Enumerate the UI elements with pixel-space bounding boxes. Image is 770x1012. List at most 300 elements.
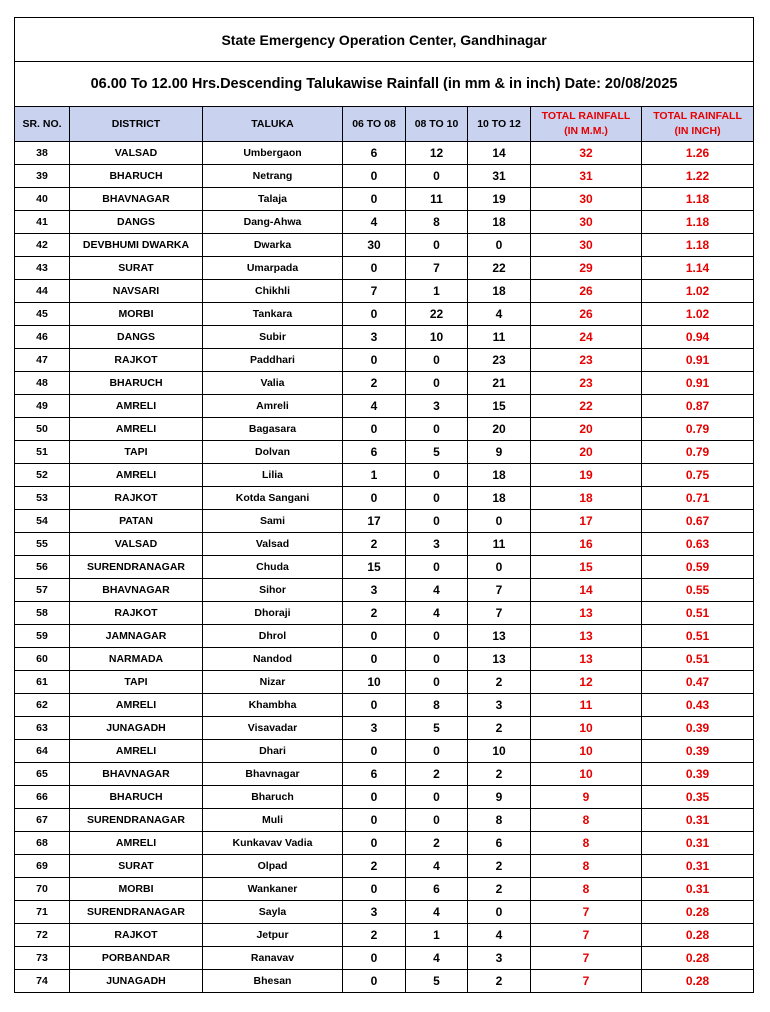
- slot-06-08-cell: 2: [343, 533, 406, 556]
- taluka-cell: Olpad: [203, 855, 343, 878]
- district-cell: BHARUCH: [70, 786, 203, 809]
- sr-no-cell: 39: [15, 165, 70, 188]
- taluka-cell: Dang-Ahwa: [203, 211, 343, 234]
- slot-06-08-cell: 0: [343, 878, 406, 901]
- total-inch-cell: 0.43: [642, 694, 754, 717]
- slot-08-10-cell: 0: [406, 671, 468, 694]
- district-cell: AMRELI: [70, 740, 203, 763]
- district-cell: VALSAD: [70, 142, 203, 165]
- total-mm-cell: 13: [531, 625, 642, 648]
- total-inch-cell: 0.47: [642, 671, 754, 694]
- slot-06-08-cell: 10: [343, 671, 406, 694]
- total-inch-cell: 0.87: [642, 395, 754, 418]
- slot-06-08-cell: 2: [343, 855, 406, 878]
- total-inch-cell: 1.26: [642, 142, 754, 165]
- total-mm-cell: 10: [531, 717, 642, 740]
- slot-08-10-cell: 0: [406, 510, 468, 533]
- total-mm-cell: 11: [531, 694, 642, 717]
- taluka-cell: Talaja: [203, 188, 343, 211]
- slot-08-10-cell: 0: [406, 740, 468, 763]
- table-row: [15, 142, 754, 165]
- sr-no-cell: 66: [15, 786, 70, 809]
- taluka-cell: Muli: [203, 809, 343, 832]
- table-row: [15, 901, 754, 924]
- taluka-cell: Bhesan: [203, 970, 343, 993]
- slot-06-08-cell: 3: [343, 326, 406, 349]
- district-cell: PORBANDAR: [70, 947, 203, 970]
- total-inch-cell: 0.51: [642, 625, 754, 648]
- total-inch-cell: 0.59: [642, 556, 754, 579]
- district-cell: TAPI: [70, 441, 203, 464]
- slot-08-10-cell: 1: [406, 280, 468, 303]
- slot-10-12-cell: 4: [468, 924, 531, 947]
- table-row: [15, 165, 754, 188]
- table-body: [15, 142, 754, 993]
- slot-08-10-cell: 12: [406, 142, 468, 165]
- slot-08-10-cell: 0: [406, 372, 468, 395]
- slot-08-10-cell: 0: [406, 556, 468, 579]
- table-row: [15, 211, 754, 234]
- total-inch-cell: 1.22: [642, 165, 754, 188]
- district-cell: SURAT: [70, 257, 203, 280]
- taluka-cell: Bagasara: [203, 418, 343, 441]
- slot-10-12-cell: 0: [468, 510, 531, 533]
- district-cell: SURENDRANAGAR: [70, 556, 203, 579]
- district-cell: NARMADA: [70, 648, 203, 671]
- slot-08-10-cell: 0: [406, 809, 468, 832]
- column-header-row: [15, 107, 754, 142]
- slot-08-10-cell: 4: [406, 602, 468, 625]
- total-inch-cell: 0.55: [642, 579, 754, 602]
- slot-08-10-cell: 0: [406, 418, 468, 441]
- rainfall-table: [14, 17, 754, 993]
- slot-08-10-cell: 0: [406, 648, 468, 671]
- slot-10-12-cell: 3: [468, 947, 531, 970]
- table-row: [15, 671, 754, 694]
- district-cell: RAJKOT: [70, 487, 203, 510]
- table-row: [15, 786, 754, 809]
- taluka-cell: Chikhli: [203, 280, 343, 303]
- taluka-cell: Kotda Sangani: [203, 487, 343, 510]
- sr-no-cell: 42: [15, 234, 70, 257]
- total-mm-cell: 14: [531, 579, 642, 602]
- total-inch-cell: 0.31: [642, 832, 754, 855]
- slot-10-12-cell: 9: [468, 441, 531, 464]
- slot-08-10-cell: 2: [406, 832, 468, 855]
- total-mm-cell: 32: [531, 142, 642, 165]
- district-cell: PATAN: [70, 510, 203, 533]
- table-row: [15, 924, 754, 947]
- slot-10-12-cell: 2: [468, 717, 531, 740]
- report-title: State Emergency Operation Center, Gandhinagar: [15, 18, 754, 62]
- slot-06-08-cell: 2: [343, 372, 406, 395]
- slot-06-08-cell: 6: [343, 441, 406, 464]
- total-inch-cell: 0.63: [642, 533, 754, 556]
- sr-no-cell: 48: [15, 372, 70, 395]
- district-cell: BHAVNAGAR: [70, 188, 203, 211]
- table-row: [15, 188, 754, 211]
- sr-no-cell: 60: [15, 648, 70, 671]
- slot-08-10-cell: 4: [406, 855, 468, 878]
- slot-06-08-cell: 6: [343, 142, 406, 165]
- table-row: [15, 832, 754, 855]
- total-mm-cell: 7: [531, 970, 642, 993]
- total-inch-cell: 0.75: [642, 464, 754, 487]
- table-row: [15, 970, 754, 993]
- slot-10-12-cell: 7: [468, 602, 531, 625]
- district-cell: TAPI: [70, 671, 203, 694]
- sr-no-cell: 74: [15, 970, 70, 993]
- table-row: [15, 257, 754, 280]
- district-cell: BHAVNAGAR: [70, 763, 203, 786]
- slot-10-12-cell: 19: [468, 188, 531, 211]
- slot-08-10-cell: 0: [406, 487, 468, 510]
- sr-no-cell: 71: [15, 901, 70, 924]
- sr-no-cell: 41: [15, 211, 70, 234]
- sr-no-cell: 70: [15, 878, 70, 901]
- slot-10-12-cell: 8: [468, 809, 531, 832]
- sr-no-cell: 59: [15, 625, 70, 648]
- slot-10-12-cell: 18: [468, 464, 531, 487]
- sr-no-cell: 51: [15, 441, 70, 464]
- district-cell: SURAT: [70, 855, 203, 878]
- table-row: [15, 441, 754, 464]
- slot-08-10-cell: 10: [406, 326, 468, 349]
- slot-08-10-cell: 0: [406, 349, 468, 372]
- slot-06-08-cell: 0: [343, 970, 406, 993]
- total-mm-cell: 30: [531, 188, 642, 211]
- slot-08-10-cell: 4: [406, 947, 468, 970]
- district-cell: JAMNAGAR: [70, 625, 203, 648]
- slot-06-08-cell: 3: [343, 717, 406, 740]
- slot-10-12-cell: 11: [468, 533, 531, 556]
- total-mm-cell: 19: [531, 464, 642, 487]
- slot-08-10-cell: 4: [406, 901, 468, 924]
- slot-10-12-cell: 3: [468, 694, 531, 717]
- total-inch-cell: 0.39: [642, 717, 754, 740]
- table-row: [15, 326, 754, 349]
- total-inch-cell: 0.31: [642, 809, 754, 832]
- slot-06-08-cell: 0: [343, 303, 406, 326]
- total-mm-header: TOTAL RAINFALL (IN M.M.): [531, 107, 642, 142]
- slot-06-08-header: 06 TO 08: [343, 107, 406, 142]
- table-row: [15, 648, 754, 671]
- total-mm-cell: 10: [531, 763, 642, 786]
- slot-06-08-cell: 4: [343, 211, 406, 234]
- total-mm-cell: 16: [531, 533, 642, 556]
- sr-no-cell: 47: [15, 349, 70, 372]
- table-row: [15, 395, 754, 418]
- total-inch-cell: 0.28: [642, 924, 754, 947]
- district-cell: DANGS: [70, 326, 203, 349]
- total-inch-cell: 0.51: [642, 602, 754, 625]
- taluka-cell: Subir: [203, 326, 343, 349]
- taluka-cell: Amreli: [203, 395, 343, 418]
- taluka-cell: Sayla: [203, 901, 343, 924]
- total-mm-cell: 8: [531, 878, 642, 901]
- slot-08-10-cell: 5: [406, 441, 468, 464]
- slot-06-08-cell: 4: [343, 395, 406, 418]
- table-row: [15, 487, 754, 510]
- slot-10-12-cell: 15: [468, 395, 531, 418]
- slot-08-10-cell: 5: [406, 970, 468, 993]
- district-cell: DANGS: [70, 211, 203, 234]
- district-cell: BHARUCH: [70, 372, 203, 395]
- sr-no-cell: 63: [15, 717, 70, 740]
- total-inch-cell: 0.28: [642, 947, 754, 970]
- total-mm-cell: 7: [531, 901, 642, 924]
- sr-no-cell: 57: [15, 579, 70, 602]
- district-cell: RAJKOT: [70, 602, 203, 625]
- total-mm-cell: 9: [531, 786, 642, 809]
- district-cell: DEVBHUMI DWARKA: [70, 234, 203, 257]
- total-inch-cell: 0.31: [642, 878, 754, 901]
- slot-08-10-cell: 1: [406, 924, 468, 947]
- total-inch-cell: 0.35: [642, 786, 754, 809]
- total-mm-cell: 8: [531, 855, 642, 878]
- total-mm-cell: 24: [531, 326, 642, 349]
- slot-10-12-cell: 21: [468, 372, 531, 395]
- sr-no-cell: 69: [15, 855, 70, 878]
- slot-08-10-cell: 0: [406, 234, 468, 257]
- taluka-cell: Nandod: [203, 648, 343, 671]
- slot-06-08-cell: 0: [343, 740, 406, 763]
- slot-10-12-cell: 18: [468, 487, 531, 510]
- slot-06-08-cell: 0: [343, 694, 406, 717]
- sr-no-cell: 46: [15, 326, 70, 349]
- sr-no-cell: 53: [15, 487, 70, 510]
- table-row: [15, 556, 754, 579]
- table-row: [15, 303, 754, 326]
- total-inch-cell: 1.18: [642, 211, 754, 234]
- taluka-cell: Paddhari: [203, 349, 343, 372]
- taluka-cell: Jetpur: [203, 924, 343, 947]
- slot-08-10-cell: 2: [406, 763, 468, 786]
- slot-10-12-cell: 0: [468, 234, 531, 257]
- total-mm-cell: 31: [531, 165, 642, 188]
- slot-06-08-cell: 6: [343, 763, 406, 786]
- sr-no-cell: 45: [15, 303, 70, 326]
- slot-10-12-cell: 7: [468, 579, 531, 602]
- district-cell: AMRELI: [70, 395, 203, 418]
- district-cell: JUNAGADH: [70, 717, 203, 740]
- slot-10-12-cell: 2: [468, 763, 531, 786]
- taluka-cell: Dolvan: [203, 441, 343, 464]
- taluka-cell: Dwarka: [203, 234, 343, 257]
- district-cell: BHARUCH: [70, 165, 203, 188]
- sr-no-cell: 50: [15, 418, 70, 441]
- district-cell: JUNAGADH: [70, 970, 203, 993]
- total-mm-cell: 26: [531, 303, 642, 326]
- total-mm-cell: 23: [531, 372, 642, 395]
- total-mm-cell: 22: [531, 395, 642, 418]
- total-inch-cell: 0.51: [642, 648, 754, 671]
- report-subtitle: 06.00 To 12.00 Hrs.Descending Talukawise Rainfall (in mm & in inch) Date: 20/08/2025: [15, 62, 754, 107]
- taluka-cell: Lilia: [203, 464, 343, 487]
- taluka-cell: Bharuch: [203, 786, 343, 809]
- district-cell: NAVSARI: [70, 280, 203, 303]
- slot-08-10-cell: 22: [406, 303, 468, 326]
- taluka-cell: Khambha: [203, 694, 343, 717]
- total-inch-cell: 0.28: [642, 970, 754, 993]
- total-mm-cell: 29: [531, 257, 642, 280]
- sr-no-cell: 43: [15, 257, 70, 280]
- total-inch-cell: 0.91: [642, 372, 754, 395]
- total-inch-cell: 1.18: [642, 188, 754, 211]
- slot-10-12-cell: 2: [468, 878, 531, 901]
- taluka-cell: Tankara: [203, 303, 343, 326]
- total-mm-cell: 20: [531, 441, 642, 464]
- slot-10-12-cell: 13: [468, 648, 531, 671]
- sr-no-header: SR. NO.: [15, 107, 70, 142]
- slot-08-10-cell: 5: [406, 717, 468, 740]
- taluka-cell: Sihor: [203, 579, 343, 602]
- sr-no-cell: 56: [15, 556, 70, 579]
- total-inch-cell: 0.91: [642, 349, 754, 372]
- slot-10-12-cell: 18: [468, 211, 531, 234]
- slot-06-08-cell: 17: [343, 510, 406, 533]
- slot-08-10-cell: 0: [406, 786, 468, 809]
- slot-10-12-cell: 20: [468, 418, 531, 441]
- slot-10-12-cell: 4: [468, 303, 531, 326]
- slot-06-08-cell: 0: [343, 648, 406, 671]
- table-row: [15, 349, 754, 372]
- total-mm-cell: 18: [531, 487, 642, 510]
- total-inch-cell: 0.79: [642, 418, 754, 441]
- district-cell: AMRELI: [70, 464, 203, 487]
- sr-no-cell: 73: [15, 947, 70, 970]
- district-cell: BHAVNAGAR: [70, 579, 203, 602]
- taluka-cell: Dhari: [203, 740, 343, 763]
- taluka-cell: Valia: [203, 372, 343, 395]
- table-row: [15, 510, 754, 533]
- total-mm-cell: 7: [531, 924, 642, 947]
- slot-08-10-cell: 3: [406, 395, 468, 418]
- district-cell: MORBI: [70, 303, 203, 326]
- taluka-cell: Bhavnagar: [203, 763, 343, 786]
- table-row: [15, 602, 754, 625]
- total-inch-header: TOTAL RAINFALL (IN INCH): [642, 107, 754, 142]
- total-mm-cell: 30: [531, 234, 642, 257]
- slot-10-12-cell: 0: [468, 556, 531, 579]
- total-mm-cell: 12: [531, 671, 642, 694]
- slot-06-08-cell: 3: [343, 579, 406, 602]
- slot-10-12-cell: 10: [468, 740, 531, 763]
- district-header: DISTRICT: [70, 107, 203, 142]
- slot-06-08-cell: 0: [343, 832, 406, 855]
- table-row: [15, 763, 754, 786]
- total-inch-cell: 0.67: [642, 510, 754, 533]
- slot-08-10-cell: 7: [406, 257, 468, 280]
- total-mm-cell: 26: [531, 280, 642, 303]
- slot-06-08-cell: 0: [343, 947, 406, 970]
- taluka-cell: Dhoraji: [203, 602, 343, 625]
- total-mm-cell: 13: [531, 648, 642, 671]
- slot-10-12-cell: 9: [468, 786, 531, 809]
- slot-06-08-cell: 3: [343, 901, 406, 924]
- total-inch-cell: 1.02: [642, 303, 754, 326]
- taluka-cell: Visavadar: [203, 717, 343, 740]
- total-inch-cell: 0.94: [642, 326, 754, 349]
- slot-08-10-cell: 8: [406, 694, 468, 717]
- slot-08-10-cell: 0: [406, 165, 468, 188]
- slot-06-08-cell: 0: [343, 809, 406, 832]
- taluka-cell: Nizar: [203, 671, 343, 694]
- table-row: [15, 418, 754, 441]
- table-row: [15, 855, 754, 878]
- slot-10-12-cell: 13: [468, 625, 531, 648]
- slot-10-12-cell: 14: [468, 142, 531, 165]
- sr-no-cell: 49: [15, 395, 70, 418]
- total-inch-cell: 0.28: [642, 901, 754, 924]
- slot-10-12-cell: 11: [468, 326, 531, 349]
- slot-06-08-cell: 30: [343, 234, 406, 257]
- total-mm-cell: 15: [531, 556, 642, 579]
- district-cell: RAJKOT: [70, 924, 203, 947]
- total-mm-cell: 30: [531, 211, 642, 234]
- table-row: [15, 533, 754, 556]
- district-cell: MORBI: [70, 878, 203, 901]
- total-mm-cell: 10: [531, 740, 642, 763]
- total-mm-cell: 20: [531, 418, 642, 441]
- slot-10-12-cell: 18: [468, 280, 531, 303]
- sr-no-cell: 67: [15, 809, 70, 832]
- total-inch-cell: 0.31: [642, 855, 754, 878]
- sr-no-cell: 64: [15, 740, 70, 763]
- sr-no-cell: 65: [15, 763, 70, 786]
- slot-10-12-cell: 2: [468, 970, 531, 993]
- slot-08-10-cell: 6: [406, 878, 468, 901]
- slot-10-12-header: 10 TO 12: [468, 107, 531, 142]
- taluka-cell: Chuda: [203, 556, 343, 579]
- table-row: [15, 740, 754, 763]
- table-row: [15, 579, 754, 602]
- district-cell: SURENDRANAGAR: [70, 901, 203, 924]
- table-row: [15, 694, 754, 717]
- total-mm-cell: 17: [531, 510, 642, 533]
- slot-06-08-cell: 7: [343, 280, 406, 303]
- taluka-header: TALUKA: [203, 107, 343, 142]
- sr-no-cell: 44: [15, 280, 70, 303]
- sr-no-cell: 58: [15, 602, 70, 625]
- district-cell: AMRELI: [70, 418, 203, 441]
- slot-08-10-cell: 4: [406, 579, 468, 602]
- total-mm-cell: 13: [531, 602, 642, 625]
- sr-no-cell: 40: [15, 188, 70, 211]
- slot-10-12-cell: 23: [468, 349, 531, 372]
- total-inch-cell: 0.71: [642, 487, 754, 510]
- district-cell: VALSAD: [70, 533, 203, 556]
- taluka-cell: Umarpada: [203, 257, 343, 280]
- slot-10-12-cell: 2: [468, 855, 531, 878]
- slot-08-10-cell: 3: [406, 533, 468, 556]
- slot-08-10-cell: 0: [406, 625, 468, 648]
- sr-no-cell: 72: [15, 924, 70, 947]
- slot-06-08-cell: 0: [343, 418, 406, 441]
- slot-06-08-cell: 0: [343, 165, 406, 188]
- slot-06-08-cell: 0: [343, 625, 406, 648]
- slot-10-12-cell: 22: [468, 257, 531, 280]
- taluka-cell: Kunkavav Vadia: [203, 832, 343, 855]
- slot-10-12-cell: 0: [468, 901, 531, 924]
- sr-no-cell: 61: [15, 671, 70, 694]
- taluka-cell: Dhrol: [203, 625, 343, 648]
- table-row: [15, 625, 754, 648]
- total-inch-cell: 1.02: [642, 280, 754, 303]
- taluka-cell: Umbergaon: [203, 142, 343, 165]
- slot-08-10-cell: 0: [406, 464, 468, 487]
- total-mm-cell: 23: [531, 349, 642, 372]
